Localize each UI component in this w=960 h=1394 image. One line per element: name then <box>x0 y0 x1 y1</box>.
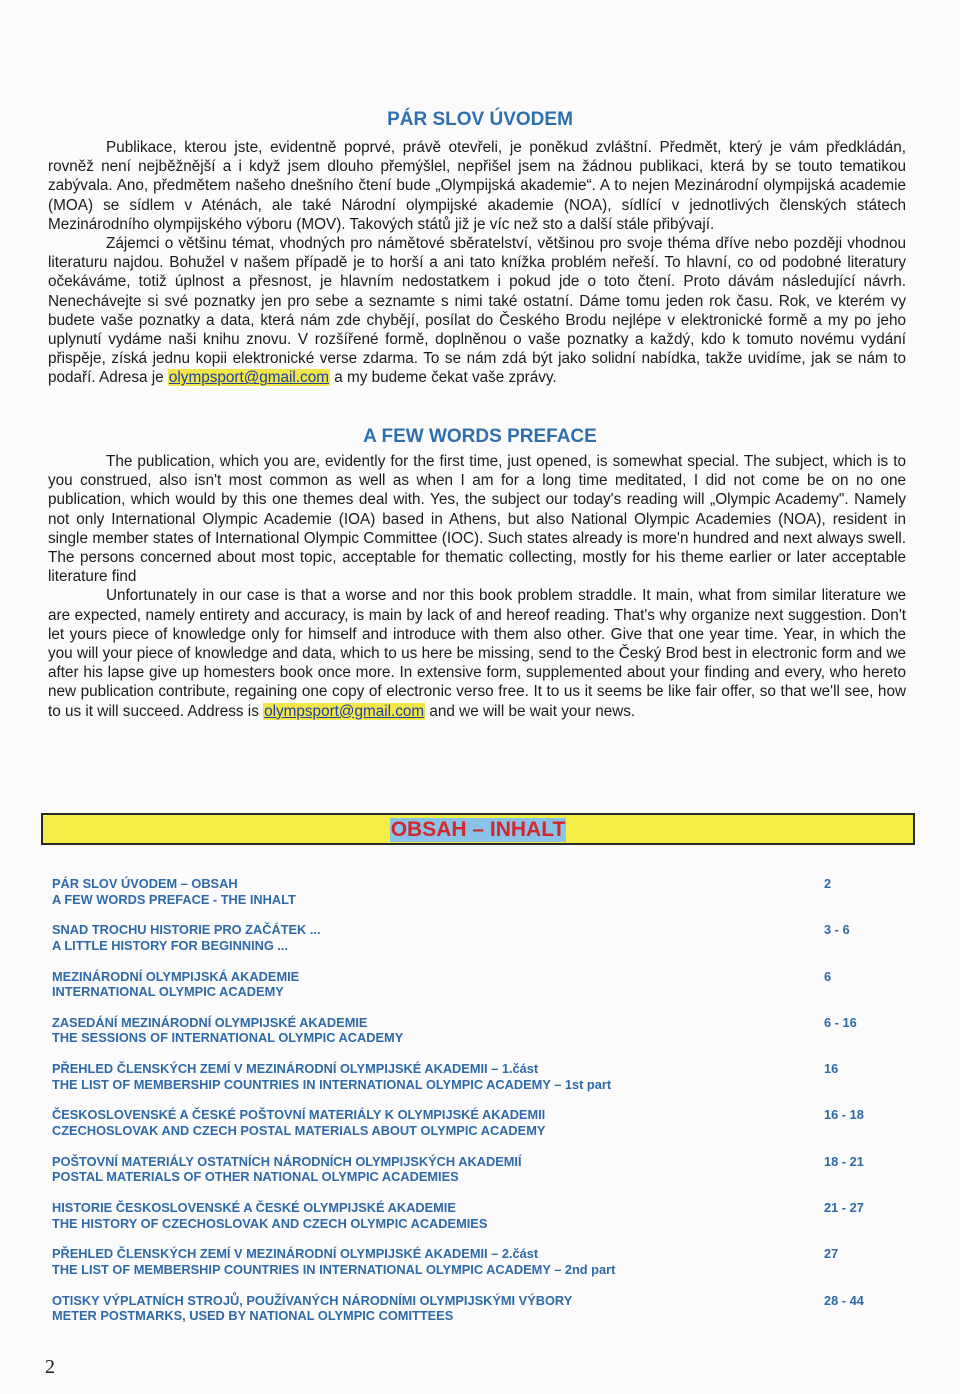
english-heading: A FEW WORDS PREFACE <box>363 426 597 447</box>
toc-entry-czech: PŘEHLED ČLENSKÝCH ZEMÍ V MEZINÁRODNÍ OLYMPIJSKÉ AKADEMII – 2.část <box>52 1246 539 1262</box>
toc-entry-english: CZECHOSLOVAK AND CZECH POSTAL MATERIALS ABOUT OLYMPIC ACADEMY <box>52 1122 546 1138</box>
czech-paragraph-1: Publikace, kterou jste, evidentně poprvé, právě otevřeli, je poněkud zvláštní. Předmět, který je vám předkládán, rovněž není nejběžnější a i když jsem dlouho přemýšlel, nepřišel jsem na žádnou publikaci, která by se touto tematikou zabývala. Ano, předmětem našeho dnešního čtení bude „Olympijská akademie“. A to nejen Mezinárodní olympijská academie (MOA) se sídlem v Aténách, ale také Národní olympijské akademie (NOA), sídlící v jednotlivých členských státech Mezinárodního olympijského výboru (MOV). Takových států již je víc než sto a další stále přibývají. <box>48 139 906 233</box>
toc-entry[interactable] <box>52 1154 882 1200</box>
toc-entry-english: THE LIST OF MEMBERSHIP COUNTRIES IN INTERNATIONAL OLYMPIC ACADEMY – 1st part <box>52 1076 612 1092</box>
toc-entry-pages: 6 <box>824 968 832 984</box>
toc-entry-english: A FEW WORDS PREFACE - THE INHALT <box>52 891 296 907</box>
czech-email-link[interactable]: olympsport@gmail.com <box>168 369 329 387</box>
toc-entry-pages: 18 - 21 <box>824 1153 864 1169</box>
toc-entry-english: POSTAL MATERIALS OF OTHER NATIONAL OLYMPIC ACADEMIES <box>52 1169 459 1185</box>
czech-heading: PÁR SLOV ÚVODEM <box>387 109 573 130</box>
toc-entry-pages: 16 <box>824 1061 839 1077</box>
czech-paragraph-2-text: Zájemci o většinu témat, vhodných pro námětové sběratelství, většinou pro svoje théma dříve nebo později vhodnou literaturu najdou. Bohužel v našem případě je to horší a ani tato knížka problém neřeší. To hlavní, co od podobné literatury očekáváme, totiž úplnost a přesnost, je hlavním nedostatkem i pokud jde o toto čtení. Proto dávám následující návrh. Nenechávejte si své poznatky jen pro sebe a seznamte s nimi také ostatní. Dáme tomu jeden rok času. Rok, ve kterém vy budete vaše poznatky a data, která nám zde chybějí, posílat do Českého Brodu nejlépe v elektronické formě a my po jeho uplynutí vydáme naši knihu znovu. V rozšířené formě, doplněnou o vaše poznatky a každý, kdo k tomuto novému vydání přispěje, získá jednu kopii elektronické verse zdarma. To se nám zdá být jako solidní nabídka, takže uvidíme, jak se nám to podaří. Adresa je <box>48 235 906 387</box>
contents-banner <box>41 813 915 845</box>
toc-entry-english: METER POSTMARKS, USED BY NATIONAL OLYMPIC COMITTEES <box>52 1308 454 1324</box>
toc-entry-czech: POŠTOVNÍ MATERIÁLY OSTATNÍCH NÁRODNÍCH OLYMPIJSKÝCH AKADEMIÍ <box>52 1153 522 1169</box>
toc-entry[interactable] <box>52 1107 882 1153</box>
toc-entry-pages: 21 - 27 <box>824 1200 864 1216</box>
toc-entry-czech: ČESKOSLOVENSKÉ A ČESKÉ POŠTOVNÍ MATERIÁLY K OLYMPIJSKÉ AKADEMII <box>52 1107 546 1123</box>
page-number: 2 <box>45 1356 55 1378</box>
toc-entry[interactable] <box>52 969 882 1015</box>
english-paragraph-2 <box>48 586 906 720</box>
toc-entry-pages: 2 <box>824 876 832 891</box>
toc-entry[interactable] <box>52 1015 882 1061</box>
english-paragraph-2-text: Unfortunately in our case is that a worse and nor this book problem straddle. It main, what from similar literature we are expected, namely entirety and accuracy, is main by lack of and hereof reading. That's why organize next suggestion. Don't let yours piece of knowledge only for himself and introduce with them also other. Give that one year time. Year, in which the you will your piece of knowledge and data, which to us here be missing, send to the Český Brod best in electronic form and we after his lapse give up homesters book once more. In extensive form, supplemented about your finding and every, who hereto new publication contribute, regaining one copy of electronic verso free. It to us it seems be like fair offer, so that we'll see, how to us it will succeed. Address is <box>48 587 906 720</box>
toc-entry[interactable] <box>52 922 882 968</box>
toc-entry-pages: 27 <box>824 1246 839 1262</box>
toc-entry-english: INTERNATIONAL OLYMPIC ACADEMY <box>52 984 284 1000</box>
english-paragraph-1: The publication, which you are, evidently for the first time, just opened, is somewhat special. The subject, which is to you construed, also isn't most common as well as when I am for a long time meditated, I did not come be on no one publication, which would by this one themes deal with. Yes, the subject our today's reading will „Olympic Academy". Namely not only International Olympic Academie (IOA) based in Athens, but also National Olympic Academies (NOA), resident in single member states of International Olympic Committee (IOC). Such states already is more'n hundred and next always swell. The persons concerned about most topic, acceptable for thematic collecting, mostly for his theme earlier or later acceptable literature find <box>48 453 906 586</box>
table-of-contents <box>52 876 882 1339</box>
english-paragraph-2-end: and we will be wait your news. <box>429 702 636 720</box>
toc-entry[interactable] <box>52 1246 882 1292</box>
english-text <box>48 452 906 721</box>
toc-entry-czech: MEZINÁRODNÍ OLYMPIJSKÁ AKADEMIE <box>52 968 300 984</box>
toc-entry-english: THE HISTORY OF CZECHOSLOVAK AND CZECH OLYMPIC ACADEMIES <box>52 1215 488 1231</box>
toc-entry-english: THE LIST OF MEMBERSHIP COUNTRIES IN INTERNATIONAL OLYMPIC ACADEMY – 2nd part <box>52 1261 616 1277</box>
toc-entry-czech: PÁR SLOV ÚVODEM – OBSAH <box>52 876 238 891</box>
czech-text <box>48 138 906 388</box>
toc-entry-pages: 6 - 16 <box>824 1014 857 1030</box>
toc-entry-czech: OTISKY VÝPLATNÍCH STROJŮ, POUŽÍVANÝCH NÁRODNÍMI OLYMPIJSKÝMI VÝBORY <box>52 1292 573 1308</box>
toc-entry[interactable] <box>52 1293 882 1339</box>
toc-entry-pages: 28 - 44 <box>824 1292 864 1308</box>
toc-entry-czech: HISTORIE ČESKOSLOVENSKÉ A ČESKÉ OLYMPIJSKÉ AKADEMIE <box>52 1200 456 1216</box>
toc-entry-english: THE SESSIONS OF INTERNATIONAL OLYMPIC ACADEMY <box>52 1030 404 1046</box>
english-email-link[interactable]: olympsport@gmail.com <box>264 702 425 720</box>
toc-entry[interactable] <box>52 876 882 922</box>
czech-paragraph-2-end: a my budeme čekat vaše zprávy. <box>334 369 557 387</box>
toc-entry-pages: 16 - 18 <box>824 1107 864 1123</box>
contents-title: OBSAH – INHALT <box>390 818 566 841</box>
toc-entry-english: A LITTLE HISTORY FOR BEGINNING ... <box>52 937 289 953</box>
toc-entry[interactable] <box>52 1061 882 1107</box>
toc-entry-czech: SNAD TROCHU HISTORIE PRO ZAČÁTEK ... <box>52 922 321 938</box>
toc-entry-pages: 3 - 6 <box>824 922 850 938</box>
toc-entry[interactable] <box>52 1200 882 1246</box>
czech-paragraph-2 <box>48 234 906 388</box>
toc-entry-czech: PŘEHLED ČLENSKÝCH ZEMÍ V MEZINÁRODNÍ OLYMPIJSKÉ AKADEMII – 1.část <box>52 1061 539 1077</box>
toc-entry-czech: ZASEDÁNÍ MEZINÁRODNÍ OLYMPIJSKÉ AKADEMIE <box>52 1014 368 1030</box>
